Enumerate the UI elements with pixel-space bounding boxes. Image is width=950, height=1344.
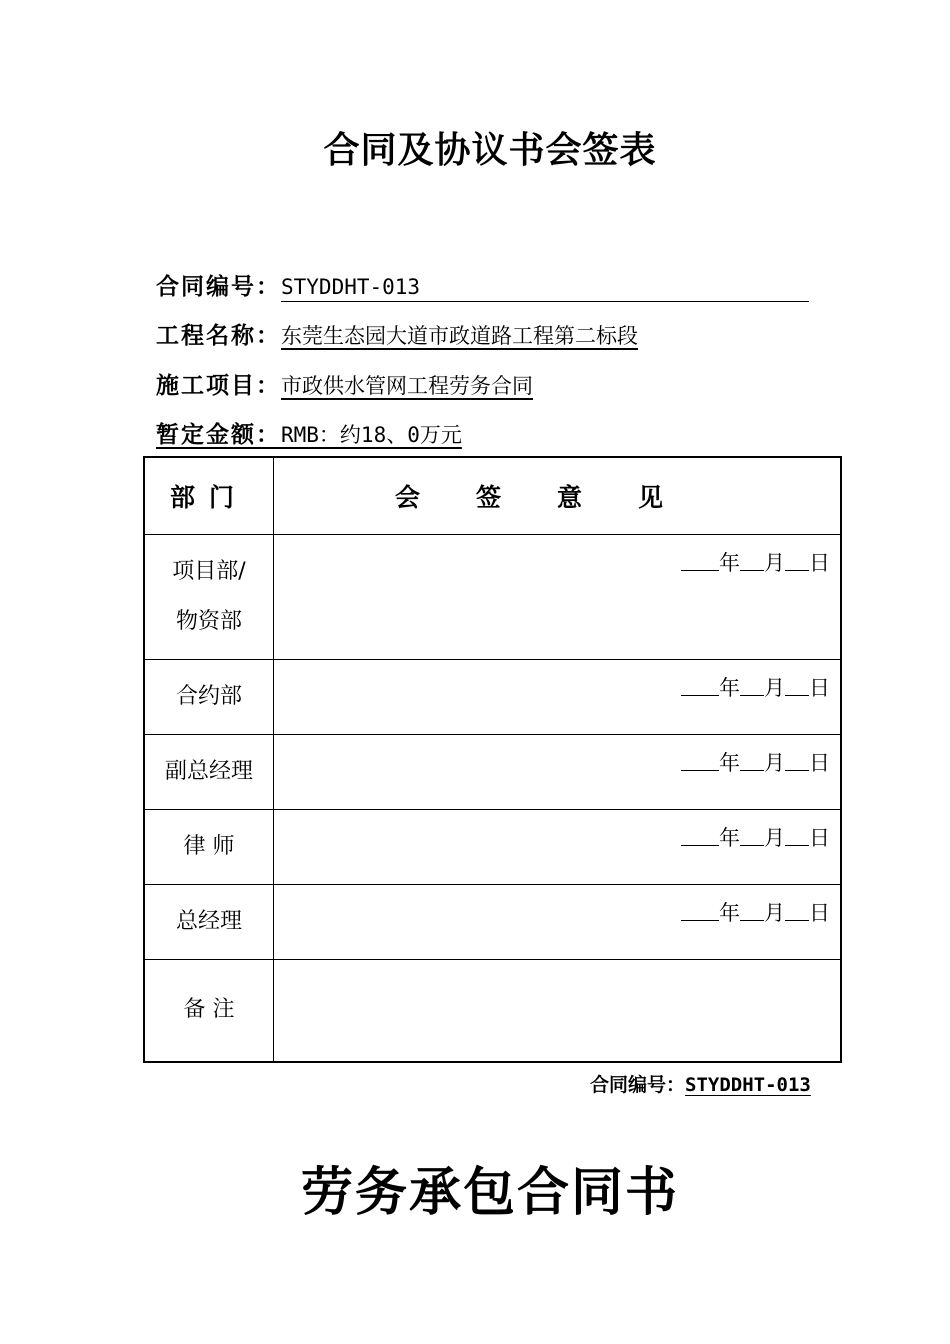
work-item-field [156, 367, 533, 400]
date-line: 年 月 日 [681, 672, 830, 702]
opinion-cell[interactable] [274, 735, 842, 810]
dept-cell: 项目部/ 物资部 [144, 535, 274, 660]
date-line: 年 月 日 [681, 747, 830, 777]
contract-number-label: 合同编号： [156, 274, 281, 300]
project-name-field [156, 317, 638, 350]
dept-cell: 律 师 [144, 810, 274, 885]
footer-contract-number-label: 合同编号： [590, 1074, 686, 1096]
dept-column-header: 部门 [144, 457, 274, 535]
opinion-cell[interactable] [274, 535, 842, 660]
footer-contract-number-value: STYDDHT-013 [685, 1074, 811, 1096]
amount-field [156, 416, 462, 449]
countersign-table [143, 456, 842, 1063]
project-name-label: 工程名称： [156, 323, 281, 349]
dept-cell: 副总经理 [144, 735, 274, 810]
contract-title: 劳务承包合同书 [300, 1162, 679, 1223]
dept-cell: 备 注 [144, 960, 274, 1062]
date-line: 年 月 日 [681, 822, 830, 852]
page-title: 合同及协议书会签表 [323, 130, 657, 171]
opinion-cell[interactable] [274, 810, 842, 885]
remarks-cell[interactable] [274, 960, 842, 1062]
work-item-label: 施工项目： [156, 373, 281, 399]
opinion-cell[interactable] [274, 885, 842, 960]
work-item-value: 市政供水管网工程劳务合同 [281, 374, 533, 398]
dept-cell: 合约部 [144, 660, 274, 735]
date-line: 年 月 日 [681, 897, 830, 927]
table-row [144, 535, 841, 660]
table-row [144, 735, 841, 810]
table-row [144, 810, 841, 885]
opinion-column-header: 会签意见 [274, 457, 842, 535]
amount-label: 暂定金额： [156, 422, 281, 448]
amount-value: RMB：约18、0万元 [281, 423, 462, 447]
contract-number-value: STYDDHT-013 [281, 275, 809, 302]
table-row [144, 660, 841, 735]
date-line: 年 月 日 [681, 547, 830, 577]
dept-cell: 总经理 [144, 885, 274, 960]
contract-number-field [156, 268, 809, 302]
table-row [144, 885, 841, 960]
footer-contract-number [590, 1070, 811, 1097]
table-row [144, 960, 841, 1062]
opinion-cell[interactable] [274, 660, 842, 735]
project-name-value: 东莞生态园大道市政道路工程第二标段 [281, 324, 638, 348]
